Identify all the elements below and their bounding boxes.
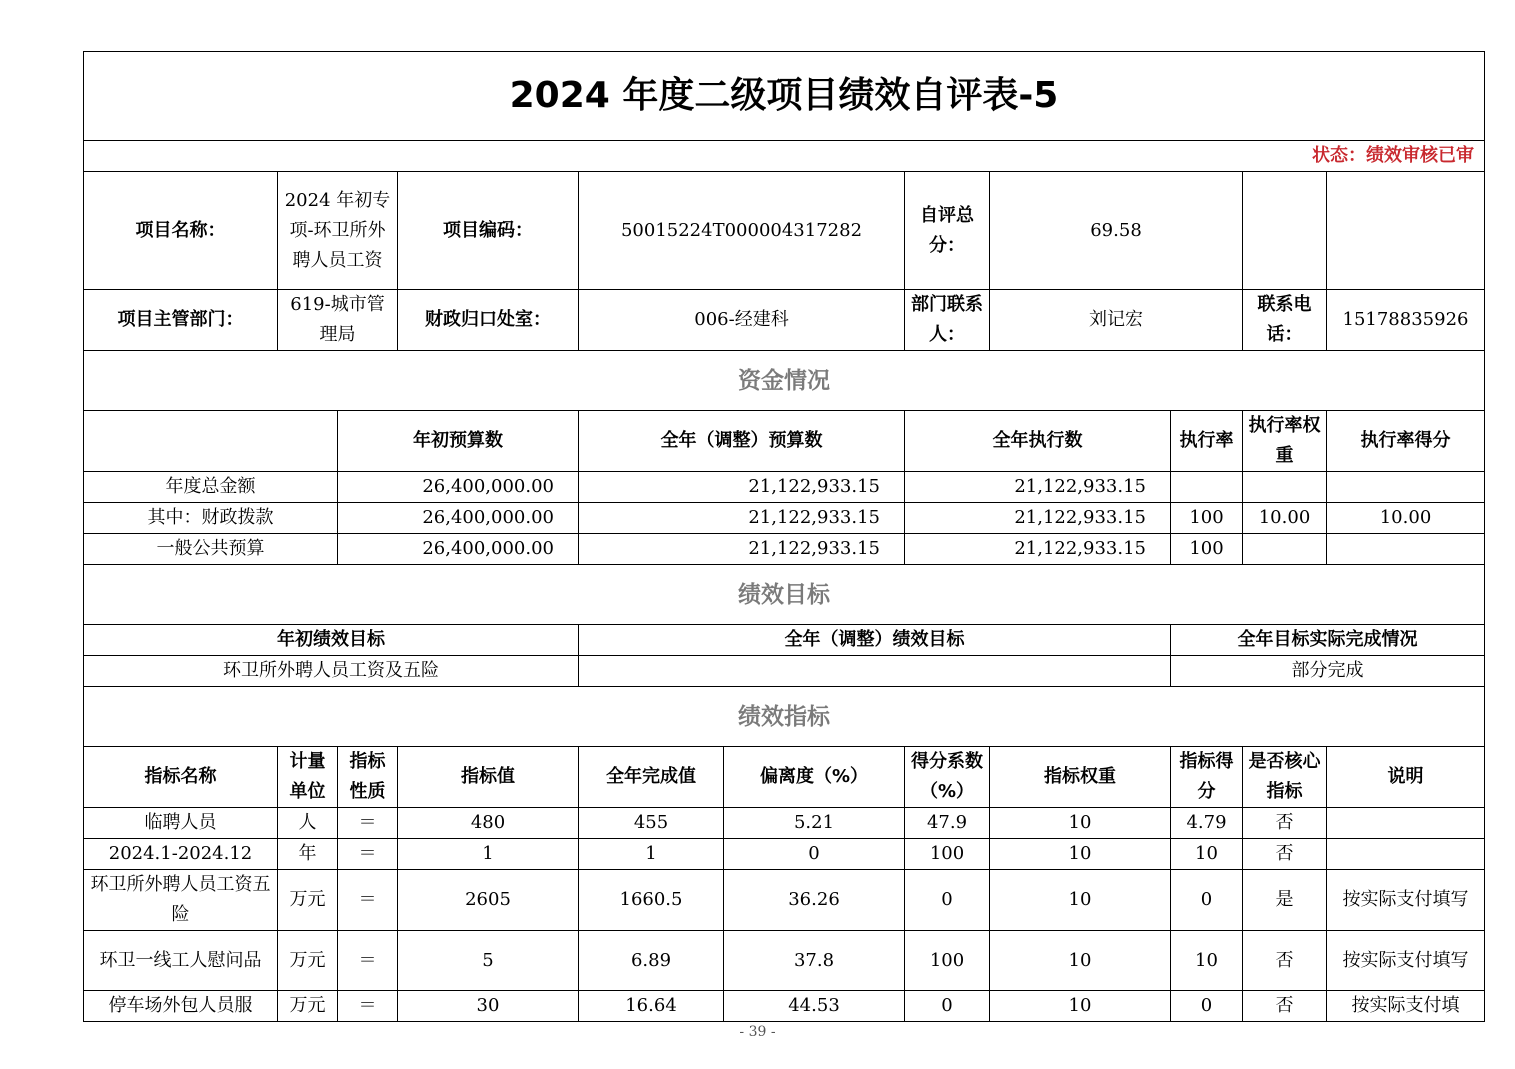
funds-cell: 21,122,933.15 <box>579 534 905 565</box>
funds-cell <box>1243 534 1327 565</box>
indicator-header: 指标性质 <box>338 747 398 808</box>
funds-cell: 21,122,933.15 <box>579 472 905 503</box>
funds-cell: 21,122,933.15 <box>579 503 905 534</box>
empty-cell <box>1327 172 1485 290</box>
indicator-cell: 环卫所外聘人员工资五险 <box>84 870 278 931</box>
indicator-cell: 5 <box>398 931 579 991</box>
funds-cell: 26,400,000.00 <box>338 472 579 503</box>
indicator-cell: 10 <box>990 870 1171 931</box>
indicator-cell: 0 <box>905 870 990 931</box>
indicator-header: 指标权重 <box>990 747 1171 808</box>
indicator-cell: 按实际支付填写 <box>1327 870 1485 931</box>
indicator-cell <box>1327 839 1485 870</box>
funds-cell: 21,122,933.15 <box>905 534 1171 565</box>
funds-header: 全年（调整）预算数 <box>579 411 905 472</box>
indicator-header: 说明 <box>1327 747 1485 808</box>
indicator-cell: 否 <box>1243 839 1327 870</box>
indicator-cell: 100 <box>905 839 990 870</box>
indicator-cell: 1 <box>398 839 579 870</box>
indicator-cell: 否 <box>1243 991 1327 1022</box>
contact-value: 刘记宏 <box>990 290 1243 351</box>
table-row <box>84 808 1485 839</box>
indicator-cell: 万元 <box>278 931 338 991</box>
phone-value: 15178835926 <box>1327 290 1485 351</box>
self-score-value: 69.58 <box>990 172 1243 290</box>
goals-cell: 环卫所外聘人员工资及五险 <box>84 656 579 687</box>
funds-header: 年初预算数 <box>338 411 579 472</box>
indicator-cell: 10 <box>1171 931 1243 991</box>
indicator-cell: 按实际支付填 <box>1327 991 1485 1022</box>
indicator-header: 计量单位 <box>278 747 338 808</box>
status-badge: 状态：绩效审核已审 <box>84 141 1485 172</box>
indicator-cell: 2605 <box>398 870 579 931</box>
indicator-cell: 36.26 <box>724 870 905 931</box>
funds-cell: 21,122,933.15 <box>905 503 1171 534</box>
funds-cell: 100 <box>1171 503 1243 534</box>
indicators-section-title: 绩效指标 <box>84 687 1485 747</box>
funds-cell: 其中：财政拨款 <box>84 503 338 534</box>
goals-header: 全年目标实际完成情况 <box>1171 625 1485 656</box>
funds-cell: 26,400,000.00 <box>338 503 579 534</box>
indicator-cell: 44.53 <box>724 991 905 1022</box>
indicator-header: 是否核心指标 <box>1243 747 1327 808</box>
indicator-cell: 10 <box>990 808 1171 839</box>
page-number: - 39 - <box>739 1024 776 1040</box>
indicator-cell: 455 <box>579 808 724 839</box>
indicator-cell: ＝ <box>338 839 398 870</box>
indicator-cell: 2024.1-2024.12 <box>84 839 278 870</box>
table-row <box>84 656 1485 687</box>
table-row <box>84 991 1485 1022</box>
contact-label: 部门联系人： <box>905 290 990 351</box>
indicator-cell: 停车场外包人员服 <box>84 991 278 1022</box>
indicator-cell: 16.64 <box>579 991 724 1022</box>
funds-cell <box>1327 472 1485 503</box>
funds-cell: 年度总金额 <box>84 472 338 503</box>
indicator-cell: 4.79 <box>1171 808 1243 839</box>
performance-table <box>83 51 1485 1022</box>
self-score-label: 自评总分： <box>905 172 990 290</box>
indicator-cell: 万元 <box>278 870 338 931</box>
indicator-cell: 480 <box>398 808 579 839</box>
dept-value: 619-城市管理局 <box>278 290 398 351</box>
goals-cell <box>579 656 1171 687</box>
indicator-cell: 环卫一线工人慰问品 <box>84 931 278 991</box>
table-row <box>84 503 1485 534</box>
indicator-cell <box>1327 808 1485 839</box>
indicator-header: 偏离度（%） <box>724 747 905 808</box>
indicator-cell: 10 <box>990 991 1171 1022</box>
indicator-cell: ＝ <box>338 931 398 991</box>
indicator-cell: 按实际支付填写 <box>1327 931 1485 991</box>
goals-cell: 部分完成 <box>1171 656 1485 687</box>
project-name-label: 项目名称： <box>84 172 278 290</box>
indicator-cell: 是 <box>1243 870 1327 931</box>
funds-cell: 10.00 <box>1327 503 1485 534</box>
indicator-cell: 30 <box>398 991 579 1022</box>
indicator-cell: 0 <box>1171 991 1243 1022</box>
table-row <box>84 870 1485 931</box>
funds-cell <box>1171 472 1243 503</box>
indicator-cell: 5.21 <box>724 808 905 839</box>
indicator-header: 全年完成值 <box>579 747 724 808</box>
table-row <box>84 472 1485 503</box>
funds-header: 全年执行数 <box>905 411 1171 472</box>
indicator-cell: 否 <box>1243 931 1327 991</box>
empty-cell <box>1243 172 1327 290</box>
indicator-cell: 0 <box>905 991 990 1022</box>
indicator-cell: 人 <box>278 808 338 839</box>
phone-label: 联系电话： <box>1243 290 1327 351</box>
indicator-header: 指标得分 <box>1171 747 1243 808</box>
funds-header <box>84 411 338 472</box>
indicator-cell: 0 <box>1171 870 1243 931</box>
indicator-cell: ＝ <box>338 870 398 931</box>
funds-cell: 100 <box>1171 534 1243 565</box>
goals-header: 年初绩效目标 <box>84 625 579 656</box>
indicator-cell: 万元 <box>278 991 338 1022</box>
finance-office-label: 财政归口处室： <box>398 290 579 351</box>
funds-cell <box>1243 472 1327 503</box>
indicator-cell: ＝ <box>338 991 398 1022</box>
funds-cell: 10.00 <box>1243 503 1327 534</box>
indicator-cell: 10 <box>990 839 1171 870</box>
indicator-cell: 临聘人员 <box>84 808 278 839</box>
indicator-cell: 1660.5 <box>579 870 724 931</box>
indicator-cell: 0 <box>724 839 905 870</box>
finance-office-value: 006-经建科 <box>579 290 905 351</box>
funds-header: 执行率 <box>1171 411 1243 472</box>
funds-cell: 26,400,000.00 <box>338 534 579 565</box>
page-title: 2024 年度二级项目绩效自评表-5 <box>84 52 1485 141</box>
indicator-cell: 100 <box>905 931 990 991</box>
project-code-value: 50015224T000004317282 <box>579 172 905 290</box>
funds-header: 执行率得分 <box>1327 411 1485 472</box>
indicator-header: 得分系数（%） <box>905 747 990 808</box>
indicator-cell: 1 <box>579 839 724 870</box>
indicator-cell: 47.9 <box>905 808 990 839</box>
indicator-cell: 10 <box>1171 839 1243 870</box>
funds-cell: 一般公共预算 <box>84 534 338 565</box>
indicator-header: 指标值 <box>398 747 579 808</box>
table-row <box>84 839 1485 870</box>
dept-label: 项目主管部门： <box>84 290 278 351</box>
table-row <box>84 931 1485 991</box>
indicator-cell: 37.8 <box>724 931 905 991</box>
funds-section-title: 资金情况 <box>84 351 1485 411</box>
indicator-header: 指标名称 <box>84 747 278 808</box>
project-code-label: 项目编码： <box>398 172 579 290</box>
funds-cell <box>1327 534 1485 565</box>
funds-header: 执行率权重 <box>1243 411 1327 472</box>
indicator-cell: 否 <box>1243 808 1327 839</box>
indicator-cell: 6.89 <box>579 931 724 991</box>
funds-cell: 21,122,933.15 <box>905 472 1171 503</box>
goals-header: 全年（调整）绩效目标 <box>579 625 1171 656</box>
indicator-cell: 年 <box>278 839 338 870</box>
goals-section-title: 绩效目标 <box>84 565 1485 625</box>
indicator-cell: ＝ <box>338 808 398 839</box>
indicator-cell: 10 <box>990 931 1171 991</box>
table-row <box>84 534 1485 565</box>
project-name-value: 2024 年初专项-环卫所外聘人员工资 <box>278 172 398 290</box>
